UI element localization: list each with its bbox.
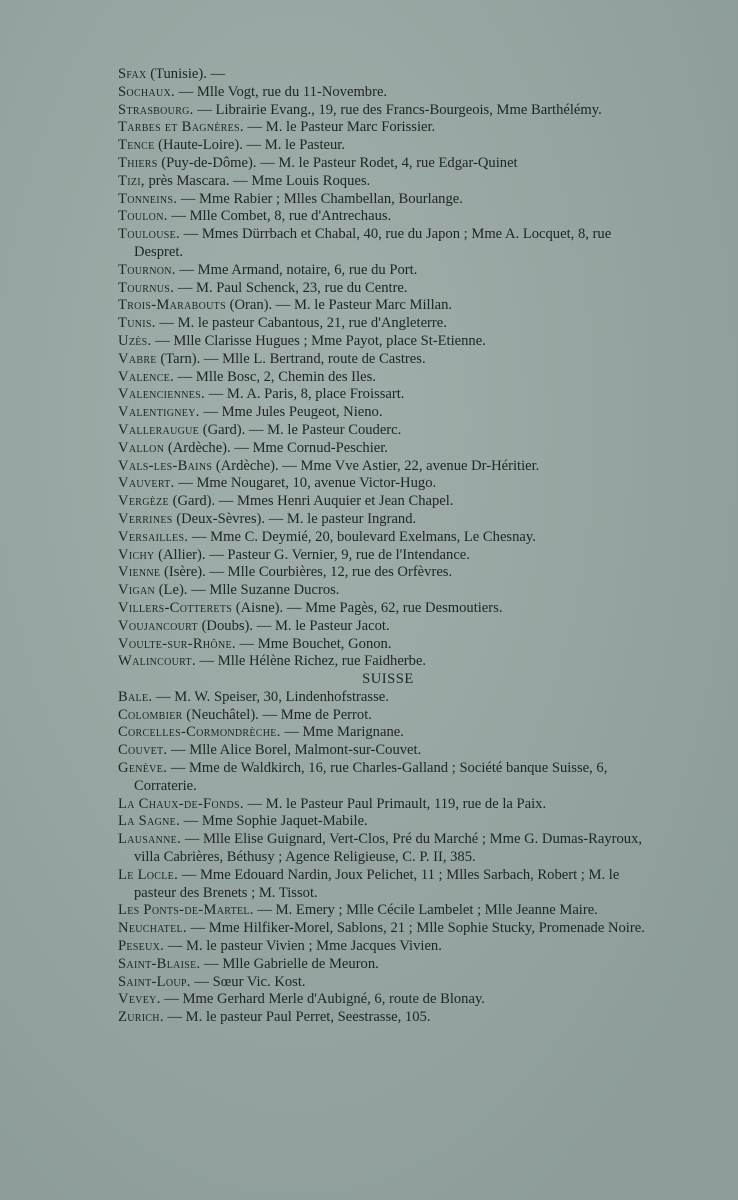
entry-details: (Isère). — Mlle Courbières, 12, rue des Orfèvres. bbox=[160, 564, 453, 581]
entry-details: — Mme Nougaret, 10, avenue Victor-Hugo. bbox=[174, 475, 437, 492]
entry-details: (Haute-Loire). — M. le Pasteur. bbox=[154, 137, 346, 154]
address-entry bbox=[118, 547, 658, 565]
entry-details: — M. W. Speiser, 30, Lindenhofstrasse. bbox=[152, 688, 389, 705]
address-entry bbox=[118, 582, 658, 600]
address-entry bbox=[118, 493, 658, 511]
place-name: Bale. bbox=[118, 688, 153, 705]
address-entry bbox=[118, 564, 658, 582]
entry-details: (Tarn). — Mlle L. Bertrand, route de Castres. bbox=[156, 350, 426, 367]
entry-details: — Mmes Dürrbach et Chabal, 40, rue du Japon ; Mme A. Locquet, 8, rue Despret. bbox=[134, 226, 612, 260]
address-entry bbox=[118, 84, 658, 102]
place-name: Voujancourt bbox=[118, 617, 198, 634]
place-name: Vauvert. bbox=[118, 475, 175, 492]
place-name: Saint-Loup. bbox=[118, 973, 191, 990]
address-entry bbox=[118, 636, 658, 654]
place-name: Strasbourg. bbox=[118, 101, 194, 118]
address-entry bbox=[118, 351, 658, 369]
entry-details: — Mme Hilfiker-Morel, Sablons, 21 ; Mlle Sophie Stucky, Promenade Noire. bbox=[186, 920, 645, 937]
address-entry bbox=[118, 404, 658, 422]
entry-details: — Mlle Combet, 8, rue d'Antrechaus. bbox=[167, 208, 392, 225]
place-name: Peseux. bbox=[118, 938, 165, 955]
entry-details: — M. le pasteur Paul Perret, Seestrasse, 105. bbox=[163, 1009, 431, 1026]
address-entry bbox=[118, 920, 658, 938]
entry-details: — Mlle Bosc, 2, Chemin des Iles. bbox=[174, 368, 376, 385]
address-entry bbox=[118, 796, 658, 814]
entry-details: — Mme Jules Peugeot, Nieno. bbox=[199, 404, 383, 421]
address-list bbox=[118, 66, 658, 1027]
address-entry bbox=[118, 280, 658, 298]
place-name: Corcelles-Cormondrèche. bbox=[118, 724, 281, 741]
entry-details: (Ardèche). — Mme Vve Astier, 22, avenue Dr-Héritier. bbox=[212, 457, 540, 474]
place-name: Vienne bbox=[118, 564, 161, 581]
entry-details: (Neuchâtel). — Mme de Perrot. bbox=[182, 706, 372, 723]
place-name: Genève. bbox=[118, 760, 168, 777]
address-entry bbox=[118, 938, 658, 956]
entry-details: — Mme C. Deymié, 20, boulevard Exelmans, Le Chesnay. bbox=[188, 528, 536, 545]
address-entry bbox=[118, 66, 658, 84]
place-name: Tournon. bbox=[118, 261, 176, 278]
place-name: Vevey. bbox=[118, 991, 161, 1008]
entry-details: (Puy-de-Dôme). — M. le Pasteur Rodet, 4, rue Edgar-Quinet bbox=[157, 154, 518, 171]
place-name: Valentigney. bbox=[118, 404, 200, 421]
address-entry bbox=[118, 813, 658, 831]
place-name: Lausanne. bbox=[118, 831, 182, 848]
address-entry bbox=[118, 653, 658, 671]
place-name: Valenciennes. bbox=[118, 386, 205, 403]
address-entry bbox=[118, 724, 658, 742]
entry-details: — Mme Rabier ; Mlles Chambellan, Bourlange. bbox=[177, 190, 463, 207]
entry-details: — M. le Pasteur Paul Primault, 119, rue de la Paix. bbox=[243, 795, 547, 812]
address-entry bbox=[118, 689, 658, 707]
place-name: Toulouse. bbox=[118, 226, 180, 243]
entry-details: — Mlle Alice Borel, Malmont-sur-Couvet. bbox=[167, 742, 422, 759]
place-name: Le Locle. bbox=[118, 866, 179, 883]
entry-details: — Mme de Waldkirch, 16, rue Charles-Galland ; Société banque Suisse, 6, Corraterie. bbox=[134, 760, 608, 794]
entry-details: (Gard). — M. le Pasteur Couderc. bbox=[199, 421, 402, 438]
address-entry bbox=[118, 867, 658, 903]
place-name: Neuchatel. bbox=[118, 920, 187, 937]
address-entry bbox=[118, 974, 658, 992]
entry-details: — Mlle Gabrielle de Meuron. bbox=[200, 955, 379, 972]
entry-details: — Mme Marignane. bbox=[280, 724, 404, 741]
address-entry bbox=[118, 600, 658, 618]
address-entry bbox=[118, 191, 658, 209]
place-name: Colombier bbox=[118, 706, 183, 723]
address-entry bbox=[118, 333, 658, 351]
address-entry bbox=[118, 262, 658, 280]
place-name: Zurich. bbox=[118, 1009, 164, 1026]
place-name: Vals-les-Bains bbox=[118, 457, 213, 474]
place-name: Villers-Cotterets bbox=[118, 599, 233, 616]
place-name: Versailles. bbox=[118, 528, 189, 545]
entry-details: — Librairie Evang., 19, rue des Francs-Bourgeois, Mme Barthélémy. bbox=[193, 101, 602, 118]
place-name: Les Ponts-de-Martel. bbox=[118, 902, 254, 919]
entry-details: — Mme Armand, notaire, 6, rue du Port. bbox=[175, 261, 418, 278]
address-entry bbox=[118, 297, 658, 315]
entry-details: (Ardèche). — Mme Cornud-Peschier. bbox=[164, 439, 388, 456]
entry-details: — M. Paul Schenck, 23, rue du Centre. bbox=[174, 279, 408, 296]
address-entry bbox=[118, 1009, 658, 1027]
address-entry bbox=[118, 119, 658, 137]
place-name: Tonneins. bbox=[118, 190, 178, 207]
address-entry bbox=[118, 529, 658, 547]
address-entry bbox=[118, 956, 658, 974]
entry-details: (Tunisie). — bbox=[146, 66, 226, 82]
entry-details: (Doubs). — M. le Pasteur Jacot. bbox=[197, 617, 390, 634]
place-name: Valence. bbox=[118, 368, 175, 385]
entry-details: (Aisne). — Mme Pagès, 62, rue Desmoutiers. bbox=[232, 599, 503, 616]
place-name: Sfax bbox=[118, 66, 147, 82]
entry-details: — M. le pasteur Cabantous, 21, rue d'Angleterre. bbox=[155, 315, 447, 332]
entry-details: — Mme Bouchet, Gonon. bbox=[235, 635, 392, 652]
entry-details: (Deux-Sèvres). — M. le pasteur Ingrand. bbox=[172, 510, 417, 527]
entry-details: — M. A. Paris, 8, place Froissart. bbox=[204, 386, 405, 403]
place-name: Voulte-sur-Rhône. bbox=[118, 635, 236, 652]
address-entry bbox=[118, 386, 658, 404]
entry-details: — Mlle Elise Guignard, Vert-Clos, Pré du Marché ; Mme G. Dumas-Rayroux, villa Cabrières, Béthusy ; Agence Religieuse, C. P. II, 385. bbox=[134, 831, 643, 866]
entry-details: (Oran). — M. le Pasteur Marc Millan. bbox=[225, 297, 453, 314]
address-entry bbox=[118, 369, 658, 387]
entry-details: (Gard). — Mmes Henri Auquier et Jean Chapel. bbox=[168, 493, 454, 510]
place-name: Vallon bbox=[118, 439, 165, 456]
entry-details: près Mascara. — Mme Louis Roques. bbox=[144, 172, 371, 189]
entry-details: — M. le Pasteur Marc Forissier. bbox=[243, 119, 436, 136]
entry-details: — M. le pasteur Vivien ; Mme Jacques Vivien. bbox=[164, 938, 442, 955]
place-name: Couvet. bbox=[118, 742, 168, 759]
place-name: Tizi, bbox=[118, 172, 145, 189]
address-entry bbox=[118, 102, 658, 120]
entry-details: (Allier). — Pasteur G. Vernier, 9, rue de l'Intendance. bbox=[154, 546, 470, 563]
place-name: Vichy bbox=[118, 546, 155, 563]
address-entry bbox=[118, 760, 658, 796]
place-name: Thiers bbox=[118, 154, 158, 171]
entry-details: — M. Emery ; Mlle Cécile Lambelet ; Mlle Jeanne Maire. bbox=[253, 902, 598, 919]
section-heading: SUISSE bbox=[362, 671, 414, 688]
place-name: Valleraugue bbox=[118, 421, 200, 438]
address-entry bbox=[118, 475, 658, 493]
place-name: Trois-Marabouts bbox=[118, 297, 226, 314]
place-name: Tarbes et Bagnères. bbox=[118, 119, 244, 136]
place-name: Tunis. bbox=[118, 315, 156, 332]
address-entry bbox=[118, 458, 658, 476]
address-entry bbox=[118, 137, 658, 155]
address-entry bbox=[118, 618, 658, 636]
address-entry bbox=[118, 315, 658, 333]
place-name: Vabre bbox=[118, 350, 157, 367]
place-name: Verrines bbox=[118, 510, 173, 527]
entry-details: — Mlle Vogt, rue du 11-Novembre. bbox=[174, 83, 388, 100]
address-entry bbox=[118, 707, 658, 725]
entry-details: — Mlle Hélène Richez, rue Faidherbe. bbox=[195, 653, 427, 670]
place-name: Toulon. bbox=[118, 208, 168, 225]
entry-details: — Mme Gerhard Merle d'Aubigné, 6, route de Blonay. bbox=[160, 991, 485, 1008]
address-entry bbox=[118, 155, 658, 173]
entry-details: — Mlle Clarisse Hugues ; Mme Payot, place St-Etienne. bbox=[151, 332, 486, 349]
place-name: Sochaux. bbox=[118, 83, 175, 100]
address-entry bbox=[118, 902, 658, 920]
place-name: La Sagne. bbox=[118, 813, 181, 830]
address-entry bbox=[118, 208, 658, 226]
address-entry bbox=[118, 173, 658, 191]
entry-details: (Le). — Mlle Suzanne Ducros. bbox=[155, 582, 340, 599]
place-name: Vigan bbox=[118, 582, 156, 599]
entry-details: — Mme Sophie Jaquet-Mabile. bbox=[180, 813, 368, 830]
address-entry bbox=[118, 226, 658, 262]
place-name: Vergèze bbox=[118, 493, 169, 510]
place-name: Saint-Blaise. bbox=[118, 955, 201, 972]
place-name: La Chaux-de-Fonds. bbox=[118, 795, 244, 812]
entry-details: — Mme Edouard Nardin, Joux Pelichet, 11 ; Mlles Sarbach, Robert ; M. le pasteur des Brenets ; M. Tissot. bbox=[134, 866, 620, 901]
address-entry bbox=[118, 742, 658, 760]
address-entry bbox=[118, 440, 658, 458]
address-entry bbox=[118, 991, 658, 1009]
address-entry bbox=[118, 511, 658, 529]
place-name: Tournus. bbox=[118, 279, 175, 296]
address-entry bbox=[118, 422, 658, 440]
place-name: Walincourt. bbox=[118, 653, 196, 670]
place-name: Tence bbox=[118, 137, 155, 154]
address-entry bbox=[118, 831, 658, 867]
place-name: Uzès. bbox=[118, 332, 152, 349]
entry-details: — Sœur Vic. Kost. bbox=[190, 973, 306, 990]
